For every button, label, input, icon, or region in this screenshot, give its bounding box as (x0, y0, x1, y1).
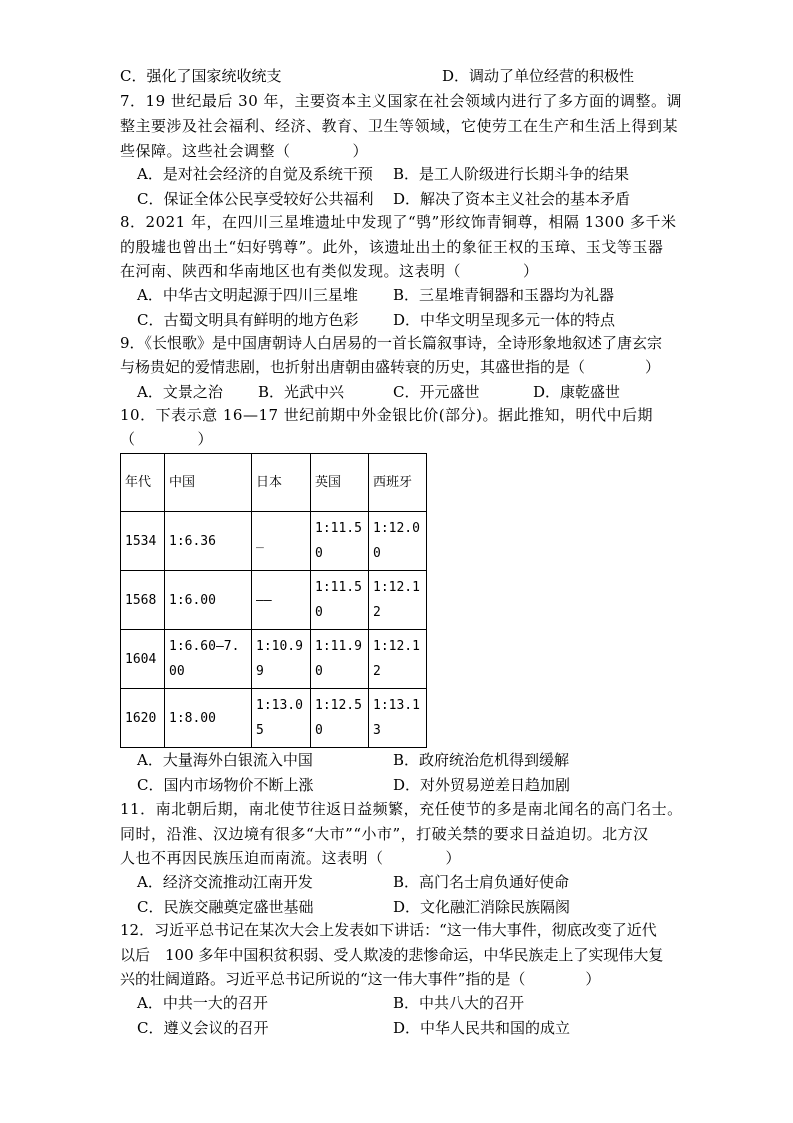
table-row (121, 689, 427, 748)
q7-option-c: C．保证全体公民享受较好公共福利 (137, 190, 374, 208)
q10-stem-line: 10．下表示意 16—17 世纪前期中外金银比价(部分)。据此推知，明代中后期 (120, 406, 654, 424)
table-header-row (121, 454, 427, 512)
q7-option-a: A．是对社会经济的自觉及系统干预 (137, 165, 373, 183)
q9-option-d: D．康乾盛世 (533, 383, 621, 401)
q11-stem-line: 人也不再因民族压迫而南流。这表明（ ） (120, 849, 462, 867)
q9-option-b: B．光武中兴 (258, 383, 345, 401)
q12-option-a: A．中共一大的召开 (137, 994, 268, 1012)
table-header-cell: 年代 (121, 454, 165, 512)
table-cell: 1:6.00 (165, 571, 252, 630)
q11-option-d: D．文化融汇消除民族隔阂 (393, 898, 571, 916)
q10-option-c: C．国内市场物价不断上涨 (137, 776, 314, 794)
q8-option-d: D．中华文明呈现多元一体的特点 (393, 311, 616, 329)
table-row (121, 571, 427, 630)
table-header-cell: 西班牙 (369, 454, 427, 512)
q11-option-b: B．高门名士肩负通好使命 (393, 873, 570, 891)
table-cell: 1:11.50 (311, 571, 369, 630)
table-cell: 1:11.50 (311, 512, 369, 571)
q11-option-c: C．民族交融奠定盛世基础 (137, 898, 314, 916)
q12-stem-line: 以后 100 多年中国积贫积弱、受人欺凌的悲惨命运，中华民族走上了实现伟大复 (120, 946, 664, 964)
q7-stem-line: 7．19 世纪最后 30 年，主要资本主义国家在社会领域内进行了多方面的调整。调 (120, 92, 683, 110)
q11-option-a: A．经济交流推动江南开发 (137, 873, 313, 891)
table-cell: 1568 (121, 571, 165, 630)
table-cell: 1534 (121, 512, 165, 571)
table-cell: 1:10.99 (252, 630, 311, 689)
table-cell: 1:6.60—7.00 (165, 630, 252, 689)
table-cell: 1620 (121, 689, 165, 748)
q12-option-c: C．遵义会议的召开 (137, 1019, 269, 1037)
q8-option-c: C．古蜀文明具有鲜明的地方色彩 (137, 311, 359, 329)
q8-stem-line: 在河南、陕西和华南地区也有类似发现。这表明（ ） (120, 262, 539, 280)
gold-silver-ratio-table (120, 453, 427, 748)
table-cell: 1:12.12 (369, 630, 427, 689)
q9-stem-line: 与杨贵妃的爱情悲剧，也折射出唐朝由盛转衰的历史，其盛世指的是（ ） (120, 358, 661, 376)
q8-option-b: B．三星堆青铜器和玉器均为礼器 (393, 286, 615, 304)
table-cell: 1:12.50 (311, 689, 369, 748)
table-row (121, 630, 427, 689)
table-cell: 1:8.00 (165, 689, 252, 748)
table-header-cell: 日本 (252, 454, 311, 512)
q6-option-c: C．强化了国家统收统支 (120, 67, 282, 85)
q12-stem-line: 兴的壮阔道路。习近平总书记所说的“这一伟大事件”指的是（ ） (120, 970, 601, 988)
table-cell: _ (252, 512, 311, 571)
table-row (121, 512, 427, 571)
table-cell: 1:6.36 (165, 512, 252, 571)
q10-option-b: B．政府统治危机得到缓解 (393, 751, 570, 769)
q12-option-b: B．中共八大的召开 (393, 994, 525, 1012)
q9-option-c: C．开元盛世 (393, 383, 480, 401)
q7-stem-line: 些保障。这些社会调整（ ） (120, 142, 369, 160)
q10-option-d: D．对外贸易逆差日趋加剧 (393, 776, 571, 794)
q8-stem-line: 的殷墟也曾出土“妇好鸮尊”。此外，该遗址出土的象征王权的玉璋、玉戈等玉器 (120, 238, 664, 256)
q9-stem-line: 9．《长恨歌》是中国唐朝诗人白居易的一首长篇叙事诗，全诗形象地叙述了唐玄宗 (120, 334, 663, 352)
table-cell: 1:11.90 (311, 630, 369, 689)
q11-stem-line: 同时，沿淮、汉边境有很多“大市”“小市”，打破关禁的要求日益迫切。北方汉 (120, 825, 649, 843)
table-header-cell: 英国 (311, 454, 369, 512)
q7-option-b: B．是工人阶级进行长期斗争的结果 (393, 165, 630, 183)
q7-stem-line: 整主要涉及社会福利、经济、教育、卫生等领域，它使劳工在生产和生活上得到某 (120, 117, 679, 135)
table-cell: 1:13.13 (369, 689, 427, 748)
table-cell: —— (252, 571, 311, 630)
table-cell: 1:12.00 (369, 512, 427, 571)
table-header-cell: 中国 (165, 454, 252, 512)
table-cell: 1604 (121, 630, 165, 689)
q12-stem-line: 12．习近平总书记在某次大会上发表如下讲话：“这一伟大事件，彻底改变了近代 (120, 921, 657, 939)
table-cell: 1:13.05 (252, 689, 311, 748)
q8-stem-line: 8．2021 年，在四川三星堆遗址中发现了“鸮”形纹饰青铜尊，相隔 1300 多千米 (120, 213, 677, 231)
q12-option-d: D．中华人民共和国的成立 (393, 1019, 571, 1037)
q6-option-d: D．调动了单位经营的积极性 (442, 67, 635, 85)
q8-option-a: A．中华古文明起源于四川三星堆 (137, 286, 358, 304)
q9-option-a: A．文景之治 (137, 383, 223, 401)
q10-stem-line: （ ） (120, 430, 214, 448)
table-cell: 1:12.12 (369, 571, 427, 630)
q10-option-a: A．大量海外白银流入中国 (137, 751, 313, 769)
q7-option-d: D．解决了资本主义社会的基本矛盾 (393, 190, 631, 208)
q11-stem-line: 11．南北朝后期，南北使节往返日益频繁，充任使节的多是南北闻名的高门名士。 (120, 800, 683, 818)
